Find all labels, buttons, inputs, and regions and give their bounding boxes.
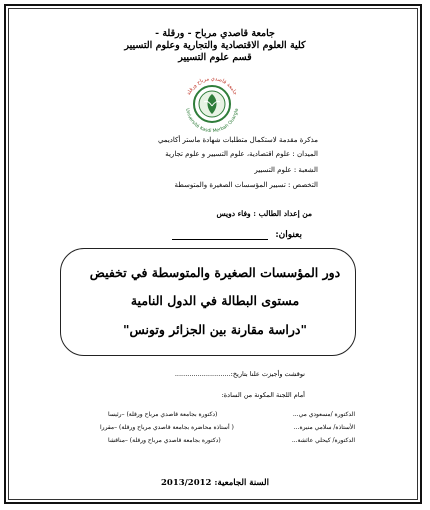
university-logo (180, 72, 244, 136)
title-label-underline (172, 239, 268, 240)
jury-member-2-role: ( أستاذة محاضرة بجامعة قاصدي مرباح ورقلة) –مقررا (100, 424, 234, 431)
jury-member-1-name: الدكتورة /مسعودي مي... (292, 411, 355, 418)
faculty-name: كلية العلوم الاقتصادية والتجارية وعلوم التسيير (124, 40, 306, 51)
memo-purpose: مذكرة مقدمة لاستكمال متطلبات شهادة ماستر أكاديمي (157, 136, 318, 144)
title-line-2: مستوى البطالة في الدول النامية (130, 293, 300, 308)
jury-member-3-name: الدكتورة/ كيحلي عائشة... (291, 437, 355, 444)
field-line: الميدان : علوم اقتصادية، علوم التسيير و علوم تجارية (165, 150, 318, 158)
university-name: جامعة قاصدي مرباح - ورقلة - (155, 28, 275, 39)
jury-member-3-role: (دكتورة بجامعة قاصدي مرباح ورقلة) –مناقشا (108, 437, 221, 444)
student-name: من إعداد الطالب : وفاء دويس (216, 209, 312, 218)
jury-member-1-role: (دكتورة بجامعة قاصدي مرباح ورقلة) –رئيسا (108, 411, 218, 418)
committee-intro: أمام اللجنة المكونة من السادة: (221, 391, 305, 399)
jury-member-2-name: الأستاذة/ سلامي منيرة... (293, 424, 355, 431)
title-label: بعنوان: (275, 230, 302, 240)
academic-year: السنة الجامعية: 2013/2012 (161, 478, 269, 488)
title-line-3: "دراسة مقارنة بين الجزائر وتونس" (123, 322, 307, 337)
branch-line: الشعبة : علوم التسيير (254, 166, 318, 174)
defense-date: نوقشت وأجيزت علنا بتاريخ:........................... (174, 370, 305, 378)
title-line-1: دور المؤسسات الصغيرة والمتوسطة في تخفيض (89, 265, 341, 280)
specialty-line: التخصص : تسيير المؤسسات الصغيرة والمتوسطة (174, 181, 318, 189)
logo-latin-text: Université Kasdi Merbah Ouargla (184, 108, 240, 135)
department-name: قسم علوم التسيير (178, 52, 252, 63)
logo-arabic-text: جامعة قاصدي مرباح ورقلة (185, 75, 239, 97)
